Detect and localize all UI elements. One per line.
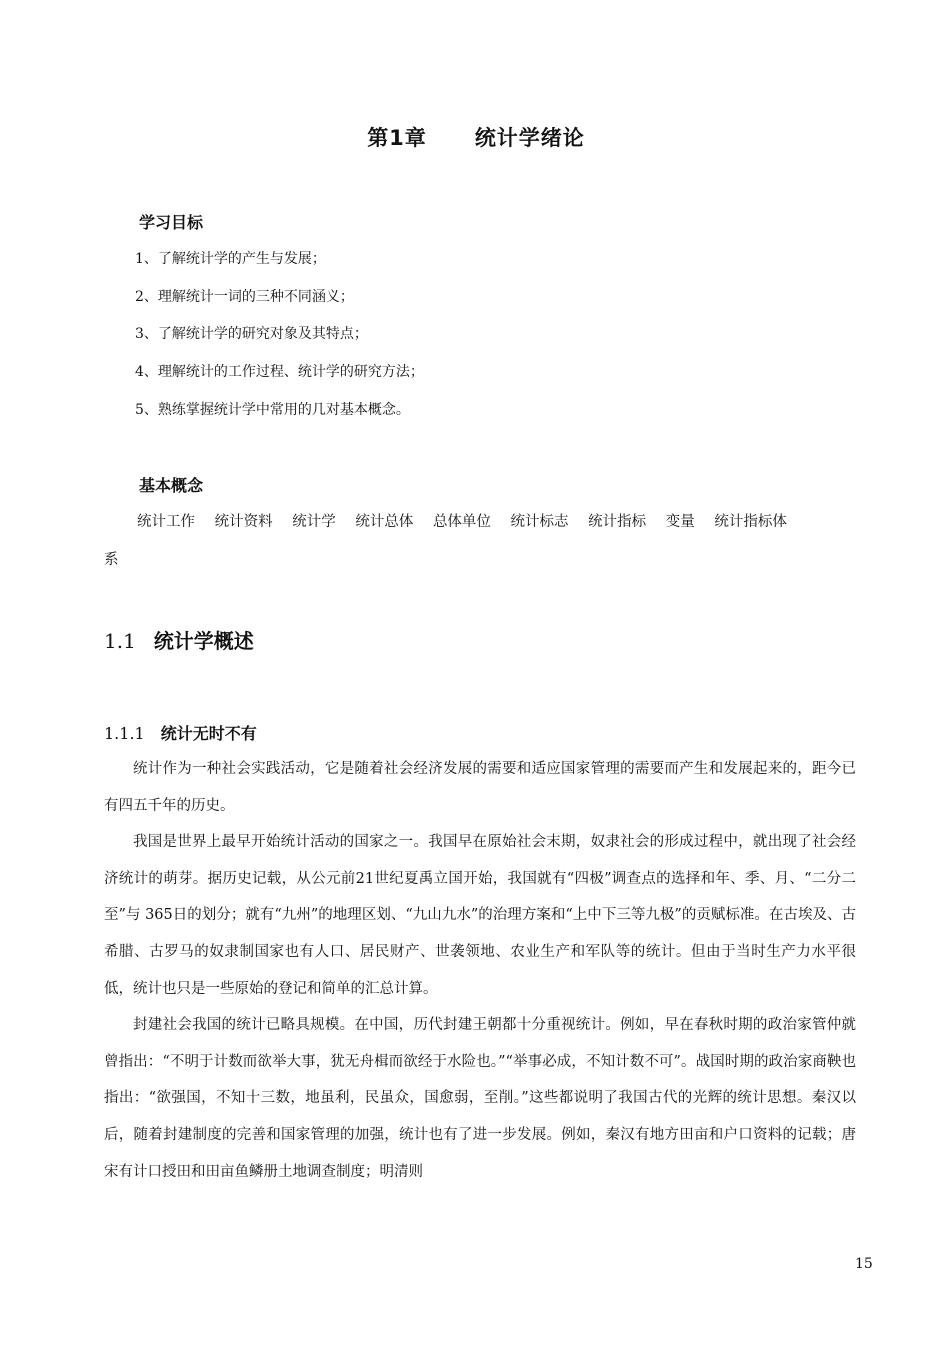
concepts-heading: 基本概念: [139, 476, 204, 495]
concept-term: 统计标志: [510, 514, 569, 530]
concept-terms: [137, 510, 787, 531]
paragraph: 我国是世界上最早开始统计活动的国家之一。我国早在原始社会末期，奴隶社会的形成过程中，就出现了社会经济统计的萌芽。据历史记载，从公元前21世纪夏禹立国开始，我国就有“四极”调查点的选择和年、季、月、“二分二至”与 365日的划分；就有“九州”的地理区划、“九山九水”的治理方案和“上中下三等九极”的贡赋标准。在古埃及、古希腊、古罗马的奴隶制国家也有人口、居民财产、世袭领地、农业生产和军队等的统计。但由于当时生产力水平很低，统计也只是一些原始的登记和简单的汇总计算。: [104, 834, 856, 997]
objective-item: 3、了解统计学的研究对象及其特点；: [135, 326, 368, 342]
objective-item: 5、熟练掌握统计学中常用的几对基本概念。: [135, 402, 410, 418]
concept-term: 总体单位: [432, 514, 491, 530]
body-text: [104, 751, 856, 1190]
objective-item: 2、理解统计一词的三种不同涵义；: [135, 289, 354, 305]
subsection-number: 1.1.1: [104, 724, 145, 743]
chapter-label: 第1章: [367, 126, 427, 150]
concept-term: 统计指标: [588, 514, 647, 530]
paragraph: 封建社会我国的统计已略具规模。在中国，历代封建王朝都十分重视统计。例如，早在春秋时期的政治家管仲就曾指出：“不明于计数而欲举大事，犹无舟楫而欲经于水险也。”“举事必成，不知计数不可”。战国时期的政治家商鞅也指出：“欲强国，不知十三数，地虽利，民虽众，国愈弱，至削。”这些都说明了我国古代的光辉的统计思想。秦汉以后，随着封建制度的完善和国家管理的加强，统计也有了进一步发展。例如，秦汉有地方田亩和户口资料的记载；唐宋有计口授田和田亩鱼鳞册土地调查制度；明清则: [104, 1017, 856, 1180]
concept-term: 统计指标体: [714, 514, 787, 530]
concept-term: 统计学: [292, 514, 336, 530]
objectives-heading: 学习目标: [139, 213, 204, 232]
concept-term: 统计总体: [355, 514, 414, 530]
chapter-title: [0, 122, 952, 152]
chapter-name: 统计学绪论: [474, 126, 585, 150]
concept-term: 统计资料: [214, 514, 273, 530]
objective-item: 1、了解统计学的产生与发展；: [135, 251, 326, 267]
subsection-heading: [104, 721, 257, 744]
page-number: 15: [855, 1256, 873, 1272]
concept-term: 变量: [665, 514, 695, 530]
section-title: 统计学概述: [153, 629, 254, 653]
paragraph: 统计作为一种社会实践活动，它是随着社会经济发展的需要和适应国家管理的需要而产生和发展起来的，距今已有四五千年的历史。: [104, 761, 856, 814]
concept-term: 统计工作: [137, 514, 195, 530]
section-number: 1.1: [104, 629, 136, 653]
subsection-title: 统计无时不有: [160, 724, 257, 743]
section-heading: [104, 625, 254, 654]
objective-item: 4、理解统计的工作过程、统计学的研究方法；: [135, 364, 424, 380]
concept-term-wrap: 系: [104, 552, 119, 568]
